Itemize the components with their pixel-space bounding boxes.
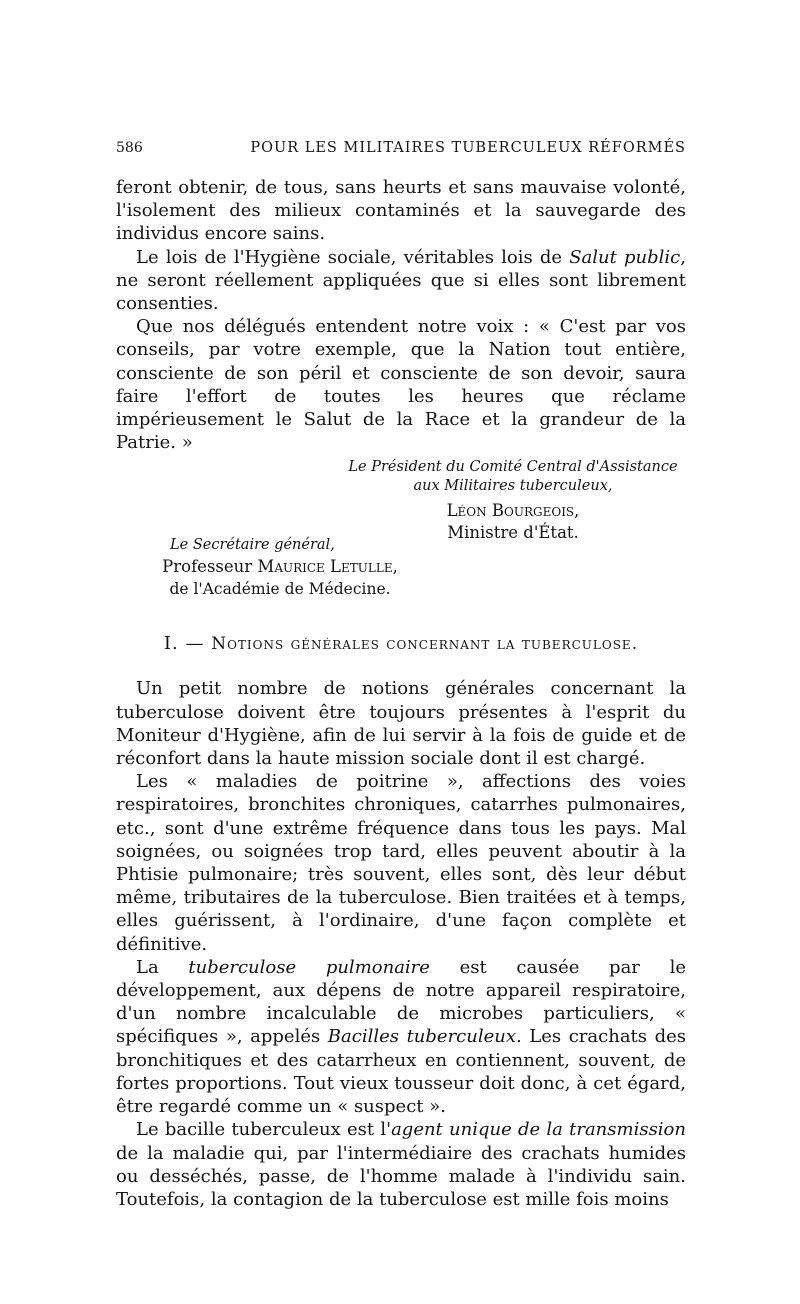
running-title: POUR LES MILITAIRES TUBERCULEUX RÉFORMÉS	[250, 140, 686, 156]
paragraph-opening: feront obtenir, de tous, sans heurts et sans mauvaise volonté, l'isolement des milieux contaminés et la sauvegarde des individus encore sains.	[116, 177, 686, 245]
page-number: 586	[116, 140, 143, 156]
book-page	[116, 140, 686, 1211]
president-name: Léon Bourgeois,	[446, 501, 580, 521]
secretary-prefix: Professeur	[162, 557, 258, 577]
text-run: Le lois de l'Hygiène sociale, véritables lois de	[136, 246, 570, 268]
paragraph-pulmonary-tuberculosis	[116, 956, 686, 1118]
italic-tuberculose-pulmonaire: tuberculose pulmonaire	[188, 956, 430, 978]
secretary-role: Le Secrétaire général,	[170, 537, 335, 554]
president-role-line-1: Le Président du Comité Central d'Assistance	[348, 459, 678, 476]
paragraph-transmission	[116, 1118, 686, 1211]
running-header	[116, 140, 686, 162]
italic-salut-public: Salut public	[569, 246, 681, 268]
text-run: Le bacille tuberculeux est l'	[136, 1119, 392, 1141]
signature-block	[116, 458, 686, 633]
text-run: , ne seront réellement appliquées que si elles sont librement consenties.	[116, 246, 686, 315]
section-title: Notions générales concernant la tuberculose.	[211, 634, 639, 655]
secretary-name-line	[150, 555, 410, 578]
section-number: I. —	[163, 633, 212, 655]
secretary-affiliation: de l'Académie de Médecine.	[169, 580, 391, 599]
text-run: . Les crachats des bronchitiques et des catarrheux en contiennent, souvent, de fortes proportions. Tout vieux tousseur doit donc, à cet égard, être regardé comme un « suspect ».	[116, 1026, 687, 1118]
paragraph-delegates: Que nos délégués entendent notre voix : « C'est par vos conseils, par votre exemple, que la Nation tout entière, consciente de son péril et consciente de son devoir, saura faire l'effort de toutes les heures que réclame impérieusement le Salut de la Race et la grandeur de la Patrie. »	[116, 316, 686, 454]
italic-agent-unique: agent unique de la transmission	[391, 1119, 686, 1141]
president-title: Ministre d'État.	[447, 523, 579, 543]
text-run: de la maladie qui, par l'intermédiaire des crachats humides ou desséchés, passe, de l'homme malade à l'individu sain. Toutefois, la contagion de la tuberculose est mille fois moins	[116, 1142, 686, 1210]
section-heading	[116, 633, 686, 655]
paragraph-general-notions: Un petit nombre de notions générales concernant la tuberculose doivent être toujours présentes à l'esprit du Moniteur d'Hygiène, afin de lui servir à la fois de guide et de réconfort dans la haute mission sociale dont il est chargé.	[116, 678, 686, 770]
text-run: est causée par le développement, aux dépens de notre appareil respiratoire, d'un nombre incalculable de microbes particuliers, « spécifiques », appelés	[116, 956, 686, 1048]
italic-bacilles-tuberculeux: Bacilles tuberculeux	[327, 1026, 517, 1048]
signature-president	[338, 458, 688, 544]
text-run: La	[136, 956, 189, 978]
president-role-line-2: aux Militaires tuberculeux,	[413, 478, 613, 495]
paragraph-hygiene-laws	[116, 246, 686, 316]
signature-secretary	[150, 535, 410, 600]
paragraph-chest-diseases: Les « maladies de poitrine », affections des voies respiratoires, bronchites chroniques, catarrhes pulmonaires, etc., sont d'une extrême fréquence dans tous les pays. Mal soignées, ou soignées trop tard, elles peuvent aboutir à la Phtisie pulmonaire; très souvent, elles sont, dès leur début même, tributaires de la tuberculose. Bien traitées et à temps, elles guérissent, à l'ordinaire, d'une façon complète et définitive.	[116, 771, 686, 955]
secretary-name: Maurice Letulle,	[257, 557, 398, 577]
